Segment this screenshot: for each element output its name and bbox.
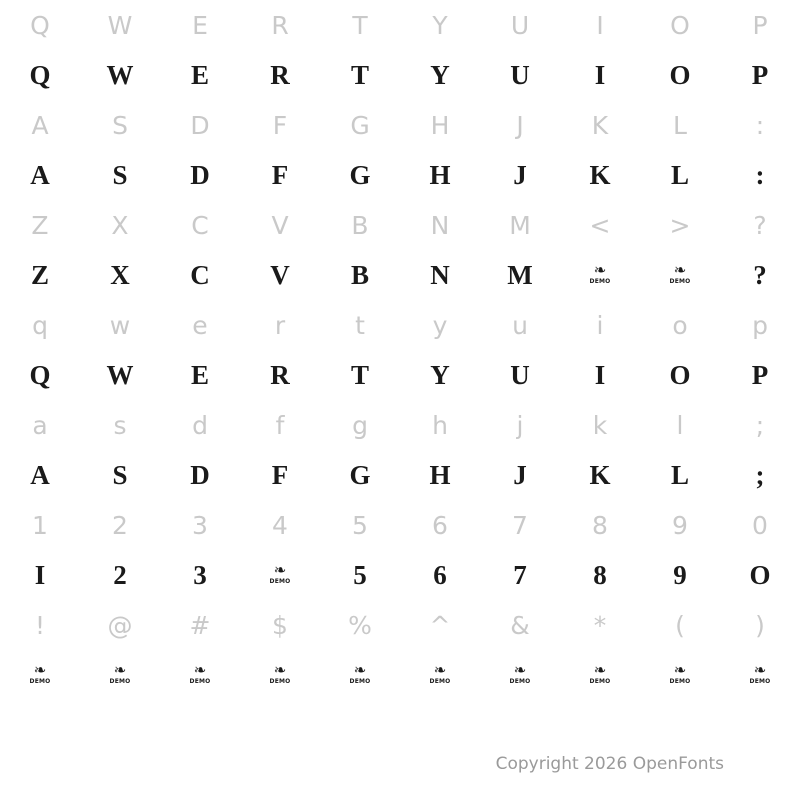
font-glyph: G — [349, 159, 371, 190]
keycap-label: Q — [30, 10, 50, 40]
font-glyph: O — [669, 359, 691, 390]
keycap-label: h — [432, 410, 448, 440]
sprout-icon — [269, 661, 291, 686]
keycap-label: 2 — [112, 510, 128, 540]
font-glyph: ; — [755, 459, 765, 490]
font-glyph: J — [513, 159, 527, 190]
keycap-label: R — [271, 10, 289, 40]
keycap-label: C — [191, 210, 209, 240]
sprout-icon — [669, 661, 691, 686]
font-glyph: : — [755, 159, 765, 190]
keycap-label: 6 — [432, 510, 448, 540]
font-glyph: P — [751, 359, 769, 390]
keycap-label: e — [192, 310, 208, 340]
keycap-label: r — [274, 310, 286, 340]
font-glyph: G — [349, 459, 371, 490]
font-glyph: T — [350, 59, 369, 90]
keycap-label: E — [192, 10, 208, 40]
demo-label: DEMO — [669, 278, 691, 285]
copyright-notice: Copyright 2026 OpenFonts — [495, 754, 724, 774]
keycap-label: k — [592, 410, 608, 440]
demo-label: DEMO — [269, 578, 291, 585]
font-glyph: R — [270, 359, 290, 390]
notdef-glyph — [0, 650, 80, 700]
keycap-label: t — [355, 310, 365, 340]
font-glyph: P — [751, 59, 769, 90]
notdef-glyph — [720, 650, 800, 700]
font-glyph: M — [507, 259, 533, 290]
font-glyph: D — [190, 459, 210, 490]
sprout-icon — [349, 661, 371, 686]
keycap-label: ( — [675, 610, 685, 640]
notdef-glyph — [320, 650, 400, 700]
keycap-label: B — [351, 210, 369, 240]
sprout-icon — [589, 261, 611, 286]
font-glyph: N — [430, 259, 450, 290]
demo-label: DEMO — [589, 278, 611, 285]
font-glyph: F — [271, 159, 289, 190]
keycap-label: Y — [432, 10, 448, 40]
keycap-label: s — [113, 410, 127, 440]
sprout-icon — [269, 561, 291, 586]
keycap-label: f — [275, 410, 285, 440]
sprout-symbol: ❧ — [753, 661, 767, 679]
keycap-label: q — [32, 310, 48, 340]
keycap-label: 8 — [592, 510, 608, 540]
sprout-symbol: ❧ — [273, 561, 287, 579]
keycap-label: N — [430, 210, 450, 240]
font-glyph: S — [112, 459, 128, 490]
font-glyph: A — [30, 459, 50, 490]
font-glyph: T — [350, 359, 369, 390]
notdef-glyph — [80, 650, 160, 700]
font-glyph: C — [190, 259, 210, 290]
font-glyph: Z — [30, 259, 49, 290]
notdef-glyph — [640, 650, 720, 700]
font-glyph: W — [106, 59, 134, 90]
keycap-label: ? — [753, 210, 767, 240]
sprout-icon — [669, 261, 691, 286]
keycap-label: J — [516, 110, 524, 140]
demo-label: DEMO — [269, 678, 291, 685]
keycap-label: p — [752, 310, 768, 340]
keycap-label: 3 — [192, 510, 208, 540]
sprout-symbol: ❧ — [593, 261, 607, 279]
sprout-symbol: ❧ — [273, 661, 287, 679]
font-glyph: Q — [29, 359, 51, 390]
sprout-icon — [509, 661, 531, 686]
font-glyph: Y — [430, 59, 450, 90]
font-glyph: U — [510, 59, 530, 90]
keycap-label: $ — [272, 610, 288, 640]
font-glyph: O — [669, 59, 691, 90]
notdef-glyph — [640, 250, 720, 300]
font-glyph: F — [271, 459, 289, 490]
font-glyph: E — [190, 359, 209, 390]
font-glyph: 8 — [593, 559, 607, 590]
sprout-symbol: ❧ — [193, 661, 207, 679]
font-glyph: I — [594, 59, 606, 90]
keycap-label: G — [350, 110, 370, 140]
sprout-icon — [29, 661, 51, 686]
keycap-label: V — [271, 210, 289, 240]
sprout-symbol: ❧ — [33, 661, 47, 679]
keycap-label: ! — [34, 610, 46, 640]
keycap-label: W — [107, 10, 133, 40]
demo-label: DEMO — [29, 678, 51, 685]
notdef-glyph — [160, 650, 240, 700]
notdef-glyph — [560, 250, 640, 300]
font-glyph: I — [594, 359, 606, 390]
font-glyph: X — [110, 259, 130, 290]
keycap-label: I — [596, 10, 604, 40]
sprout-symbol: ❧ — [593, 661, 607, 679]
font-glyph: K — [589, 459, 611, 490]
demo-label: DEMO — [189, 678, 211, 685]
sprout-symbol: ❧ — [673, 261, 687, 279]
keycap-label: 4 — [272, 510, 288, 540]
font-glyph: I — [34, 559, 46, 590]
keycap-label: T — [352, 10, 368, 40]
font-glyph: A — [30, 159, 50, 190]
notdef-glyph — [400, 650, 480, 700]
demo-label: DEMO — [349, 678, 371, 685]
demo-label: DEMO — [669, 678, 691, 685]
keycap-label: O — [670, 10, 690, 40]
demo-label: DEMO — [589, 678, 611, 685]
font-glyph: 9 — [673, 559, 687, 590]
demo-label: DEMO — [509, 678, 531, 685]
font-glyph: ? — [753, 259, 767, 290]
font-glyph: R — [270, 59, 290, 90]
keycap-label: l — [676, 410, 684, 440]
keycap-label: & — [510, 610, 530, 640]
keycap-label: ) — [755, 610, 765, 640]
font-glyph: S — [112, 159, 128, 190]
keycap-label: a — [32, 410, 48, 440]
keycap-label: Z — [31, 210, 49, 240]
font-glyph: L — [670, 459, 689, 490]
sprout-icon — [589, 661, 611, 686]
keycap-label: d — [192, 410, 208, 440]
font-glyph: E — [190, 59, 209, 90]
keycap-label: H — [430, 110, 450, 140]
demo-label: DEMO — [109, 678, 131, 685]
sprout-symbol: ❧ — [113, 661, 127, 679]
font-glyph: 3 — [193, 559, 207, 590]
keycap-label: < — [589, 210, 611, 240]
font-glyph: W — [106, 359, 134, 390]
font-glyph: L — [670, 159, 689, 190]
keycap-label: y — [432, 310, 448, 340]
notdef-glyph — [240, 650, 320, 700]
keycap-label: 5 — [352, 510, 368, 540]
keycap-label: 1 — [32, 510, 48, 540]
keycap-label: D — [190, 110, 210, 140]
keycap-label: i — [596, 310, 604, 340]
keycap-label: * — [593, 610, 607, 640]
keycap-label: 0 — [752, 510, 768, 540]
font-glyph: 2 — [113, 559, 127, 590]
sprout-icon — [749, 661, 771, 686]
font-glyph: Q — [29, 59, 51, 90]
font-glyph: J — [513, 459, 527, 490]
keycap-label: 9 — [672, 510, 688, 540]
keycap-label: j — [516, 410, 524, 440]
sprout-symbol: ❧ — [353, 661, 367, 679]
keycap-label: g — [352, 410, 368, 440]
font-glyph: B — [350, 259, 369, 290]
keycap-label: S — [112, 110, 128, 140]
notdef-glyph — [560, 650, 640, 700]
font-glyph: 6 — [433, 559, 447, 590]
notdef-glyph — [480, 650, 560, 700]
keycap-label: X — [111, 210, 129, 240]
sprout-symbol: ❧ — [433, 661, 447, 679]
keycap-label: M — [509, 210, 531, 240]
keycap-label: ; — [755, 410, 765, 440]
font-glyph: K — [589, 159, 611, 190]
keycap-label: K — [591, 110, 609, 140]
demo-label: DEMO — [429, 678, 451, 685]
keycap-label: A — [31, 110, 49, 140]
font-glyph: V — [270, 259, 290, 290]
font-glyph: H — [429, 459, 451, 490]
notdef-glyph — [240, 550, 320, 600]
keycap-label: % — [348, 610, 372, 640]
font-glyph: D — [190, 159, 210, 190]
sprout-symbol: ❧ — [673, 661, 687, 679]
keycap-label: 7 — [512, 510, 528, 540]
font-glyph: O — [749, 559, 771, 590]
keycap-label: > — [669, 210, 691, 240]
sprout-icon — [109, 661, 131, 686]
font-glyph: 7 — [513, 559, 527, 590]
sprout-symbol: ❧ — [513, 661, 527, 679]
font-glyph: U — [510, 359, 530, 390]
keycap-label: @ — [107, 610, 133, 640]
demo-label: DEMO — [749, 678, 771, 685]
keycap-label: o — [672, 310, 688, 340]
sprout-icon — [189, 661, 211, 686]
keycap-label: F — [272, 110, 288, 140]
keycap-label: u — [512, 310, 528, 340]
keycap-label: # — [189, 610, 211, 640]
sprout-icon — [429, 661, 451, 686]
font-glyph: Y — [430, 359, 450, 390]
keycap-label: P — [752, 10, 768, 40]
keycap-label: : — [755, 110, 765, 140]
keycap-label: ^ — [429, 610, 451, 640]
font-glyph: H — [429, 159, 451, 190]
font-glyph: 5 — [353, 559, 367, 590]
keycap-label: L — [673, 110, 687, 140]
keycap-label: w — [109, 310, 131, 340]
keycap-label: U — [510, 10, 530, 40]
